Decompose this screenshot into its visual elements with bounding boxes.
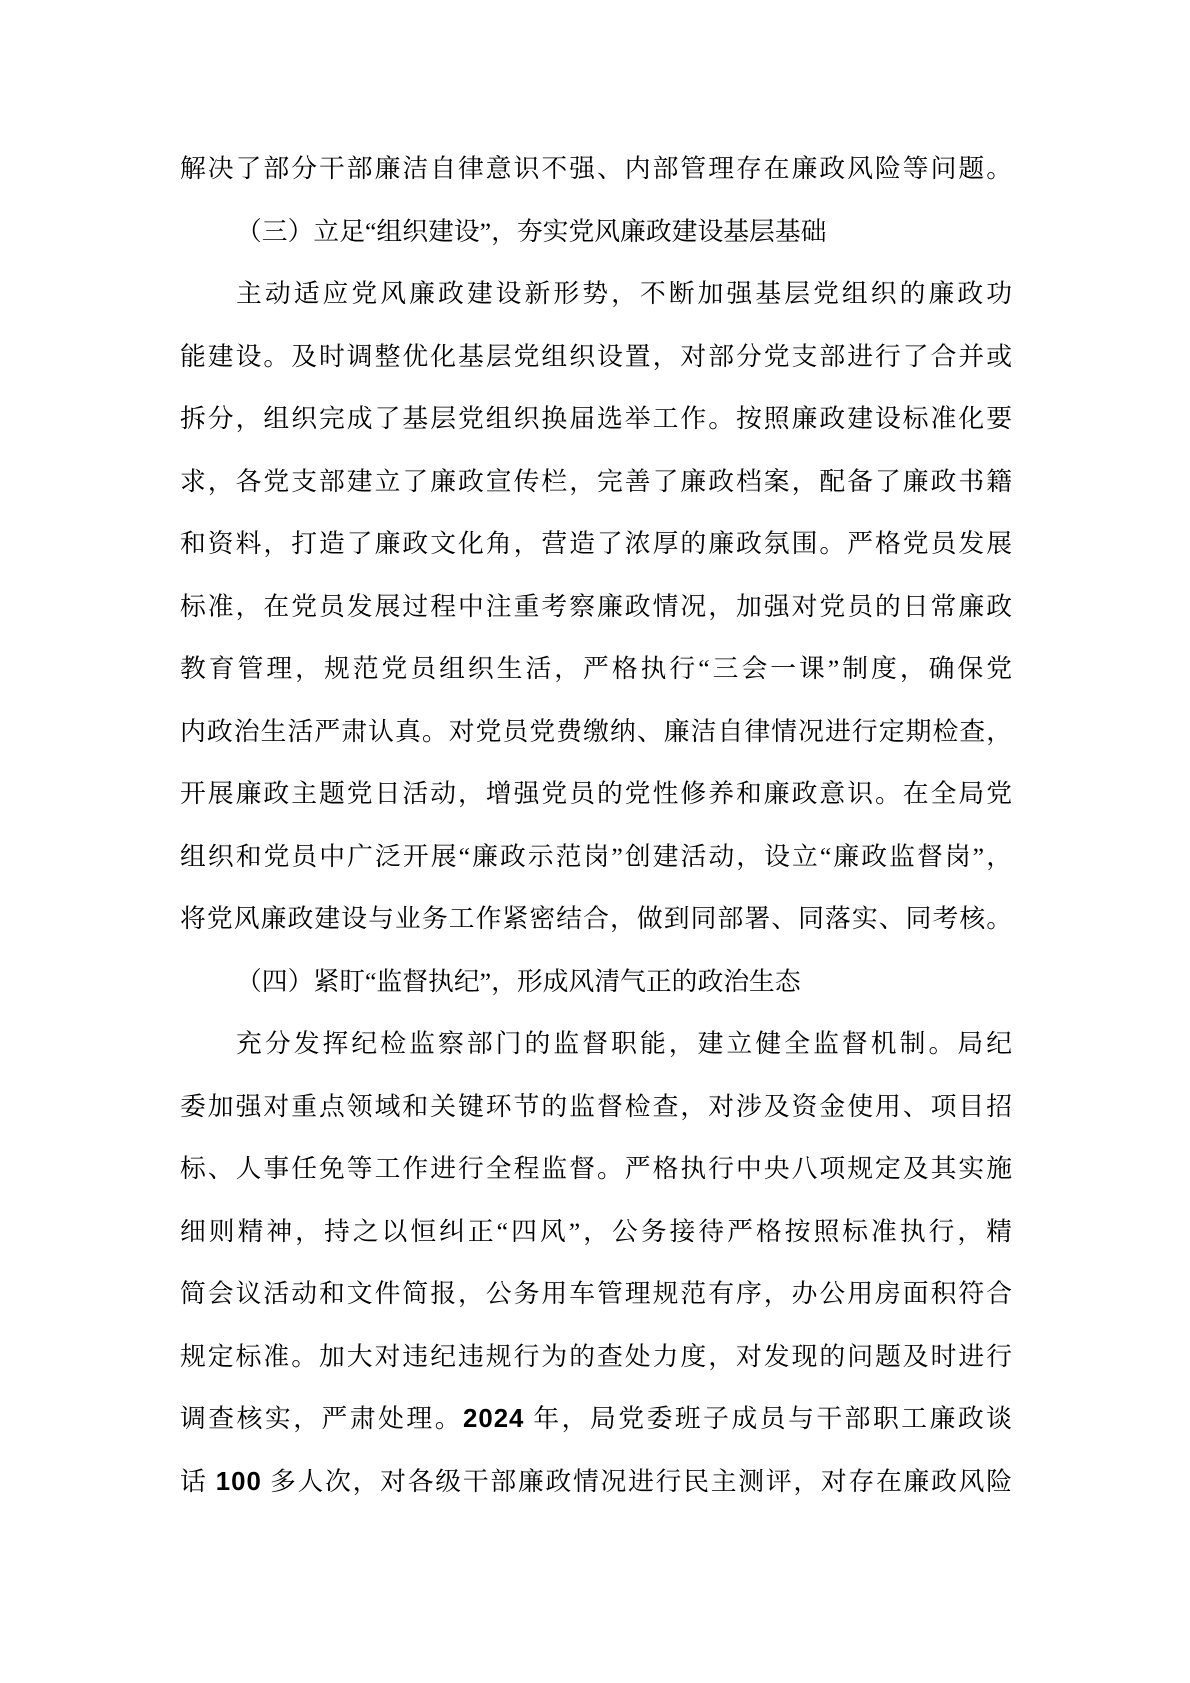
body-line: 委加强对重点领域和关键环节的监督检查，对涉及资金使用、项目招 xyxy=(180,1091,1012,1121)
body-line: 标、人事任免等工作进行全程监督。严格执行中央八项规定及其实施 xyxy=(180,1154,1012,1183)
body-line: 主动适应党风廉政建设新形势，不断加强基层党组织的廉政功 xyxy=(236,279,1012,308)
count-number: 100 xyxy=(215,1467,262,1496)
body-line: 教育管理，规范党员组织生活，严格执行“三会一课”制度，确保党 xyxy=(180,654,1012,683)
body-line: 充分发挥纪检监察部门的监督职能，建立健全监督机制。局纪 xyxy=(236,1029,1012,1058)
body-line: 将党风廉政建设与业务工作紧密结合，做到同部署、同落实、同考核。 xyxy=(180,904,1012,933)
body-line xyxy=(180,1451,1012,1514)
body-line: 细则精神，持之以恒纠正“四风”，公务接待严格按照标准执行，精 xyxy=(180,1216,1012,1246)
body-line: 规定标准。加大对违纪违规行为的查处力度，对发现的问题及时进行 xyxy=(180,1341,1012,1371)
body-line: 能建设。及时调整优化基层党组织设置，对部分党支部进行了合并或 xyxy=(180,341,1012,371)
text-segment: 年，局党委班子成员与干部职工廉政谈 xyxy=(524,1404,1012,1433)
body-line xyxy=(180,1388,1012,1451)
body-line: 标准，在党员发展过程中注重考察廉政情况，加强对党员的日常廉政 xyxy=(180,591,1012,621)
body-line: 拆分，组织完成了基层党组织换届选举工作。按照廉政建设标准化要 xyxy=(180,404,1012,433)
body-line: 内政治生活严肃认真。对党员党费缴纳、廉洁自律情况进行定期检查， xyxy=(180,716,1012,746)
text-segment: 调查核实，严肃处理。 xyxy=(180,1404,464,1433)
year-number: 2024 xyxy=(463,1405,525,1433)
text-segment: 话 xyxy=(180,1466,216,1496)
document-body xyxy=(180,138,1012,1513)
body-line: 开展廉政主题党日活动，增强党员的党性修养和廉政意识。在全局党 xyxy=(180,779,1012,808)
body-line: 求，各党支部建立了廉政宣传栏，完善了廉政档案，配备了廉政书籍 xyxy=(180,466,1012,496)
text-segment: 多人次，对各级干部廉政情况进行民主测评，对存在廉政风险 xyxy=(261,1466,1012,1496)
paragraph-continuation-line: 解决了部分干部廉洁自律意识不强、内部管理存在廉政风险等问题。 xyxy=(180,154,1012,183)
section-4-heading: （四）紧盯“监督执纪”，形成风清气正的政治生态 xyxy=(236,966,801,996)
section-3-heading: （三）立足“组织建设”，夯实党风廉政建设基层基础 xyxy=(236,216,827,246)
body-line: 简会议活动和文件简报，公务用车管理规范有序，办公用房面积符合 xyxy=(180,1279,1012,1308)
body-line: 和资料，打造了廉政文化角，营造了浓厚的廉政氛围。严格党员发展 xyxy=(180,529,1012,558)
body-line: 组织和党员中广泛开展“廉政示范岗”创建活动，设立“廉政监督岗”， xyxy=(180,841,1012,871)
